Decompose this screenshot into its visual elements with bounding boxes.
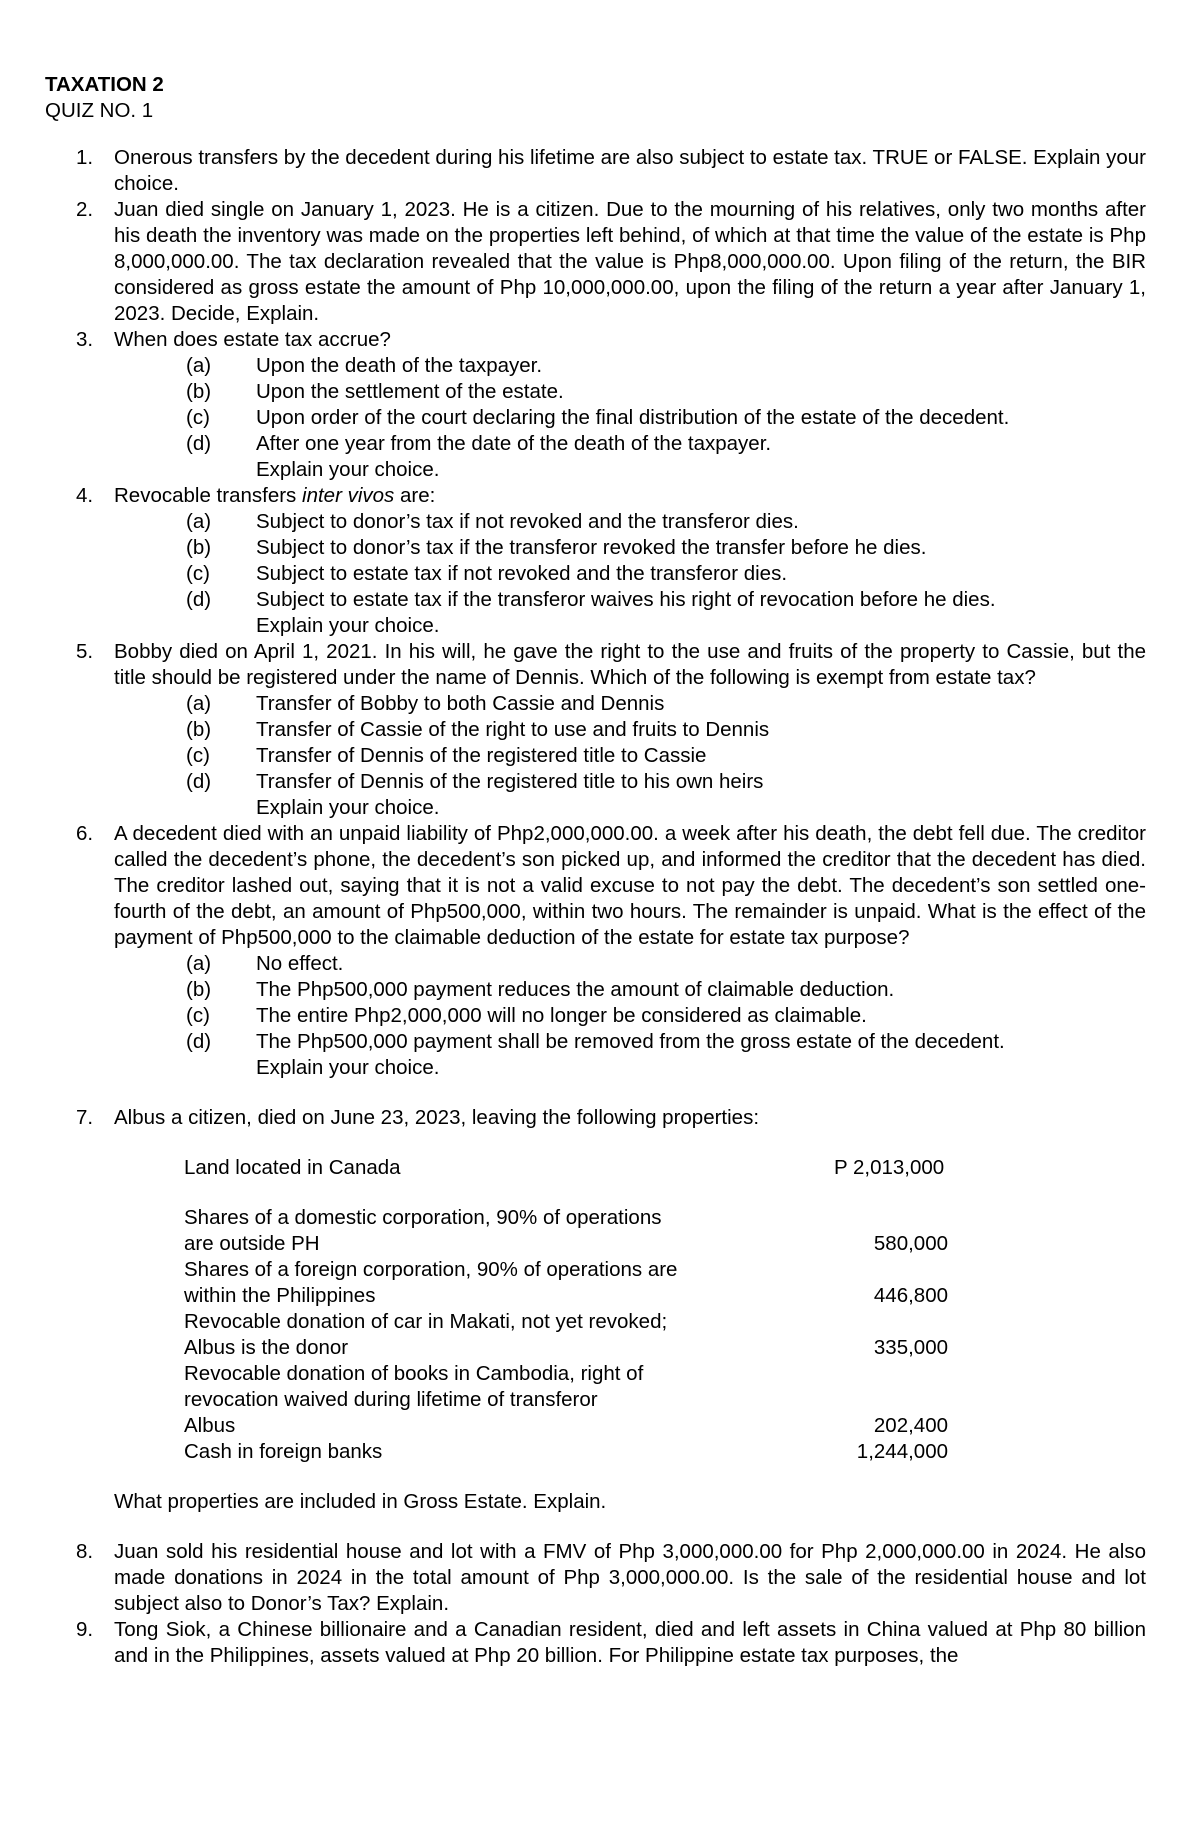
option-text: Upon the settlement of the estate. xyxy=(256,380,564,403)
property-amount: P 2,013,000 xyxy=(834,1156,945,1179)
option-d xyxy=(114,587,1146,613)
question-8 xyxy=(0,1539,1146,1617)
question-number: 3. xyxy=(76,328,94,351)
question-text: When does estate tax accrue? xyxy=(114,328,391,351)
option-b xyxy=(114,535,1146,561)
option-b xyxy=(114,717,1146,743)
question-9 xyxy=(0,1617,1146,1669)
option-label: (b) xyxy=(186,978,212,1001)
option-text: Subject to donor’s tax if not revoked and the transferor dies. xyxy=(256,510,799,533)
option-text: The Php500,000 payment shall be removed from the gross estate of the decedent. xyxy=(256,1030,1005,1053)
option-text: Transfer of Dennis of the registered title to Cassie xyxy=(256,744,707,767)
question-text: Bobby died on April 1, 2021. In his will, he gave the right to the use and fruits of the property to Cassie, but the title should be registered under the name of Dennis. Which of the following is exempt from estate tax? xyxy=(114,640,1146,689)
option-text: The entire Php2,000,000 will no longer be considered as claimable. xyxy=(256,1004,867,1027)
explain-prompt: Explain your choice. xyxy=(256,614,440,637)
question-2 xyxy=(0,197,1146,327)
property-amount: 202,400 xyxy=(873,1414,948,1437)
option-label: (d) xyxy=(186,588,212,611)
question-number: 5. xyxy=(76,640,94,663)
option-label: (b) xyxy=(186,380,212,403)
option-text: Transfer of Cassie of the right to use and fruits to Dennis xyxy=(256,718,770,741)
property-description-line: Shares of a foreign corporation, 90% of operations are xyxy=(184,1258,678,1281)
option-text: Subject to estate tax if the transferor waives his right of revocation before he dies. xyxy=(256,588,996,611)
property-description: Cash in foreign banks xyxy=(184,1440,383,1463)
option-label: (b) xyxy=(186,718,212,741)
option-text: Upon the death of the taxpayer. xyxy=(256,354,543,377)
explain-prompt: Explain your choice. xyxy=(256,458,440,481)
question-5 xyxy=(0,639,1146,821)
question-3 xyxy=(0,327,1146,483)
option-text: After one year from the date of the death of the taxpayer. xyxy=(256,432,772,455)
question-6 xyxy=(0,821,1146,1081)
property-description-line: within the Philippines xyxy=(184,1284,376,1307)
question-text xyxy=(114,483,1146,509)
property-description xyxy=(184,1205,764,1257)
option-label: (d) xyxy=(186,770,212,793)
table-row xyxy=(184,1257,948,1309)
property-description-line: Shares of a domestic corporation, 90% of operations xyxy=(184,1206,662,1229)
question-text: Tong Siok, a Chinese billionaire and a Canadian resident, died and left assets in China valued at Php 80 billion and in the Philippines, assets valued at Php 20 billion. For Philippine estate tax purposes, the xyxy=(114,1618,1146,1667)
option-text: No effect. xyxy=(256,952,344,975)
question-text: Onerous transfers by the decedent during his lifetime are also subject to estate tax. TRUE or FALSE. Explain your choice. xyxy=(114,146,1146,195)
question-1 xyxy=(0,145,1146,197)
property-description: Land located in Canada xyxy=(184,1156,401,1179)
question-number: 9. xyxy=(76,1618,94,1641)
table-row xyxy=(184,1205,948,1257)
question-text: Albus a citizen, died on June 23, 2023, leaving the following properties: xyxy=(114,1106,760,1129)
table-row xyxy=(184,1361,948,1439)
property-description-line: Albus xyxy=(184,1414,236,1437)
option-a xyxy=(114,509,1146,535)
question-text-end: are: xyxy=(394,484,436,507)
table-row xyxy=(184,1309,948,1361)
property-description xyxy=(184,1361,764,1439)
property-description-line: are outside PH xyxy=(184,1232,320,1255)
option-d xyxy=(114,431,1146,457)
options-list xyxy=(114,691,1146,795)
question-text: Juan sold his residential house and lot with a FMV of Php 3,000,000.00 for Php 2,000,000.00 in 2024. He also made donations in 2024 in the total amount of Php 3,000,000.00. Is the sale of the residential house and lot subject also to Donor’s Tax? Explain. xyxy=(114,1540,1146,1615)
question-number: 7. xyxy=(76,1106,94,1129)
option-b xyxy=(114,379,1146,405)
table-row xyxy=(184,1439,948,1465)
options-list xyxy=(114,951,1146,1055)
question-number: 4. xyxy=(76,484,94,507)
option-text: Subject to donor’s tax if the transferor revoked the transfer before he dies. xyxy=(256,536,927,559)
option-text: Subject to estate tax if not revoked and the transferor dies. xyxy=(256,562,788,585)
gross-estate-question: What properties are included in Gross Estate. Explain. xyxy=(114,1490,607,1513)
options-list xyxy=(114,353,1146,457)
properties-table xyxy=(184,1155,948,1465)
quiz-body xyxy=(0,145,1200,1669)
question-number: 1. xyxy=(76,146,94,169)
question-text: A decedent died with an unpaid liability of Php2,000,000.00. a week after his death, the debt fell due. The creditor called the decedent’s phone, the decedent’s son picked up, and informed the creditor that the decedent has died. The creditor lashed out, saying that it is not a valid excuse to not pay the debt. The decedent’s son settled one-fourth of the debt, an amount of Php500,000, within two hours. The remainder is unpaid. What is the effect of the payment of Php500,000 to the claimable deduction of the estate for estate tax purpose? xyxy=(114,822,1146,949)
property-description xyxy=(184,1309,764,1361)
option-label: (a) xyxy=(186,354,212,377)
question-number: 6. xyxy=(76,822,94,845)
option-label: (c) xyxy=(186,406,210,429)
property-description-line: Revocable donation of car in Makati, not yet revoked; xyxy=(184,1310,668,1333)
option-a xyxy=(114,353,1146,379)
option-label: (d) xyxy=(186,432,212,455)
question-text: Juan died single on January 1, 2023. He is a citizen. Due to the mourning of his relatives, only two months after his death the inventory was made on the properties left behind, of which at that time the value of the estate is Php 8,000,000.00. The tax declaration revealed that the value is Php8,000,000.00. Upon filing of the return, the BIR considered as gross estate the amount of Php 10,000,000.00, upon the filing of the return a year after January 1, 2023. Decide, Explain. xyxy=(114,198,1146,325)
property-amount: 446,800 xyxy=(873,1284,948,1307)
option-b xyxy=(114,977,1146,1003)
options-list xyxy=(114,509,1146,613)
option-text: Upon order of the court declaring the final distribution of the estate of the decedent. xyxy=(256,406,1010,429)
option-text: Transfer of Bobby to both Cassie and Dennis xyxy=(256,692,665,715)
property-amount: 580,000 xyxy=(873,1232,948,1255)
question-text-emphasis: inter vivos xyxy=(302,484,395,507)
quiz-number: QUIZ NO. 1 xyxy=(45,99,154,122)
property-amount: 1,244,000 xyxy=(856,1440,948,1463)
option-label: (b) xyxy=(186,536,212,559)
explain-prompt: Explain your choice. xyxy=(256,1056,440,1079)
question-text-start: Revocable transfers xyxy=(114,484,303,507)
question-7 xyxy=(0,1105,1146,1131)
option-label: (d) xyxy=(186,1030,212,1053)
option-d xyxy=(114,769,1146,795)
property-description-line: revocation waived during lifetime of transferor xyxy=(184,1388,598,1411)
question-number: 8. xyxy=(76,1540,94,1563)
option-text: The Php500,000 payment reduces the amount of claimable deduction. xyxy=(256,978,895,1001)
property-description-line: Revocable donation of books in Cambodia, right of xyxy=(184,1362,644,1385)
option-a xyxy=(114,951,1146,977)
option-c xyxy=(114,743,1146,769)
course-title: TAXATION 2 xyxy=(45,73,164,96)
property-amount: 335,000 xyxy=(873,1336,948,1359)
option-c xyxy=(114,405,1146,431)
table-row xyxy=(184,1155,948,1181)
option-label: (a) xyxy=(186,510,212,533)
option-c xyxy=(114,1003,1146,1029)
option-label: (c) xyxy=(186,562,210,585)
option-d xyxy=(114,1029,1146,1055)
option-label: (a) xyxy=(186,692,212,715)
question-number: 2. xyxy=(76,198,94,221)
option-text: Transfer of Dennis of the registered title to his own heirs xyxy=(256,770,764,793)
property-description-line: Albus is the donor xyxy=(184,1336,349,1359)
option-a xyxy=(114,691,1146,717)
question-4 xyxy=(0,483,1146,639)
option-c xyxy=(114,561,1146,587)
option-label: (c) xyxy=(186,1004,210,1027)
option-label: (a) xyxy=(186,952,212,975)
property-description xyxy=(184,1257,764,1309)
explain-prompt: Explain your choice. xyxy=(256,796,440,819)
option-label: (c) xyxy=(186,744,210,767)
